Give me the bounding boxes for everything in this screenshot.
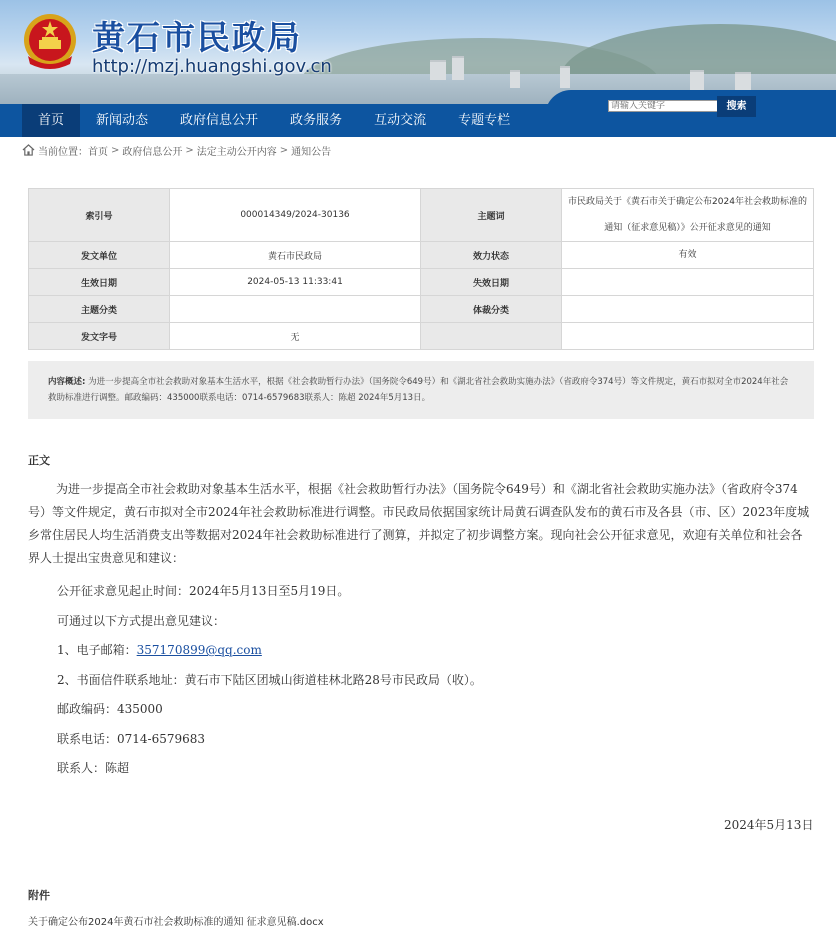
validity-status-label: 效力状态 <box>421 242 562 269</box>
contact-phone: 联系电话：0714-6579683 <box>57 731 206 746</box>
email-line <box>57 636 814 666</box>
nav-item-news[interactable]: 新闻动态 <box>96 113 149 128</box>
effective-date-value: 2024-05-13 11:33:41 <box>170 269 421 296</box>
banner-building <box>452 56 464 80</box>
genre-category-value <box>562 296 814 323</box>
submission-methods-intro: 可通过以下方式提出意见建议： <box>57 613 226 628</box>
breadcrumb-separator: > <box>279 144 289 156</box>
document-metadata-table <box>28 188 814 350</box>
table-row <box>29 296 814 323</box>
subject-label: 主题词 <box>421 189 562 242</box>
breadcrumb-prefix: 当前位置： <box>38 146 88 158</box>
table-row <box>29 189 814 242</box>
table-row <box>29 242 814 269</box>
postcode: 邮政编码：435000 <box>57 702 163 716</box>
breadcrumb-item-notices[interactable]: 通知公告 <box>291 146 332 158</box>
validity-status-value: 有效 <box>562 242 814 269</box>
empty-cell <box>421 323 562 350</box>
banner-building <box>560 66 570 88</box>
site-url: http://mzj.huangshi.gov.cn <box>92 56 332 77</box>
effective-date-label: 生效日期 <box>29 269 170 296</box>
index-number-value: 000014349/2024-30136 <box>170 189 421 242</box>
index-number-label: 索引号 <box>29 189 170 242</box>
document-number-value: 无 <box>170 323 421 350</box>
breadcrumb-separator: > <box>185 144 194 156</box>
nav-item-special-topics[interactable]: 专题专栏 <box>458 113 511 128</box>
search-button[interactable]: 搜索 <box>717 96 756 117</box>
national-emblem-icon <box>22 12 78 72</box>
banner-building <box>690 70 704 90</box>
body-paragraph: 为进一步提高全市社会救助对象基本生活水平，根据《社会救助暂行办法》（国务院令649号）和《湖北省社会救助实施办法》（省政府令374号）等文件规定，黄石市拟对全市2024年社会救助标准进行调整。市民政局依据国家统计局黄石调查队发布的黄石市及各县（市、区）2023年度城乡常住居民人均生活消费支出等数据对2024年社会救助标准进行了测算，并拟定了初步调整方案。现向社会公开征求意见，欢迎有关单位和社会各界人士提出宝贵意见和建议： <box>28 482 810 565</box>
home-icon <box>22 144 35 156</box>
genre-category-label: 体裁分类 <box>421 296 562 323</box>
attachments-heading: 附件 <box>28 889 50 902</box>
table-row <box>29 269 814 296</box>
attachment-link[interactable]: 关于确定公布2024年黄石市社会救助标准的通知 征求意见稿.docx <box>28 917 324 928</box>
nav-item-interaction[interactable]: 互动交流 <box>374 113 427 128</box>
nav-item-info-disclosure[interactable]: 政府信息公开 <box>180 113 259 128</box>
document-number-label: 发文字号 <box>29 323 170 350</box>
breadcrumb-item-home[interactable]: 首页 <box>88 146 108 158</box>
breadcrumb-item-statutory-content[interactable]: 法定主动公开内容 <box>196 146 277 158</box>
body-heading: 正文 <box>28 454 50 467</box>
subject-value: 市民政局关于《黄石市关于确定公布2024年社会救助标准的通知（征求意见稿）》公开征求意见的通知 <box>562 189 814 242</box>
comment-period: 公开征求意见起止时间：2024年5月13日至5月19日。 <box>57 584 350 598</box>
article-body <box>28 478 814 784</box>
expiry-date-label: 失效日期 <box>421 269 562 296</box>
table-row <box>29 323 814 350</box>
email-link[interactable]: 357170899@qq.com <box>136 643 262 657</box>
summary-label: 内容概述: <box>48 377 86 387</box>
topic-category-value <box>170 296 421 323</box>
topic-category-label: 主题分类 <box>29 296 170 323</box>
breadcrumb <box>22 142 331 158</box>
nav-item-government-services[interactable]: 政务服务 <box>290 113 343 128</box>
summary-text: 为进一步提高全市社会救助对象基本生活水平，根据《社会救助暂行办法》（国务院令649号）和《湖北省社会救助实施办法》（省政府令374号）等文件规定，黄石市拟对全市2024年社会救助标准进行调整。邮政编码：435000联系电话：0714-6579683联系人：陈超 2024年5月13日。 <box>48 377 789 403</box>
signature-date: 2024年5月13日 <box>724 818 814 832</box>
breadcrumb-separator: > <box>111 144 120 156</box>
search-input[interactable] <box>608 100 718 112</box>
banner-building <box>510 70 520 88</box>
expiry-date-value <box>562 269 814 296</box>
content-summary <box>28 361 814 419</box>
banner-building <box>430 60 446 80</box>
email-prefix: 1、电子邮箱： <box>57 643 137 657</box>
banner-building <box>735 72 751 90</box>
empty-cell <box>562 323 814 350</box>
issuer-value: 黄石市民政局 <box>170 242 421 269</box>
breadcrumb-item-info-disclosure[interactable]: 政府信息公开 <box>122 146 183 158</box>
issuer-label: 发文单位 <box>29 242 170 269</box>
main-nav <box>22 104 526 137</box>
site-title: 黄石市民政局 <box>92 18 302 57</box>
header-banner <box>0 0 836 104</box>
mailing-address: 2、书面信件联系地址：黄石市下陆区团城山街道桂林北路28号市民政局（收）。 <box>57 672 482 687</box>
contact-person: 联系人：陈超 <box>57 761 130 775</box>
nav-item-home[interactable]: 首页 <box>22 104 80 137</box>
